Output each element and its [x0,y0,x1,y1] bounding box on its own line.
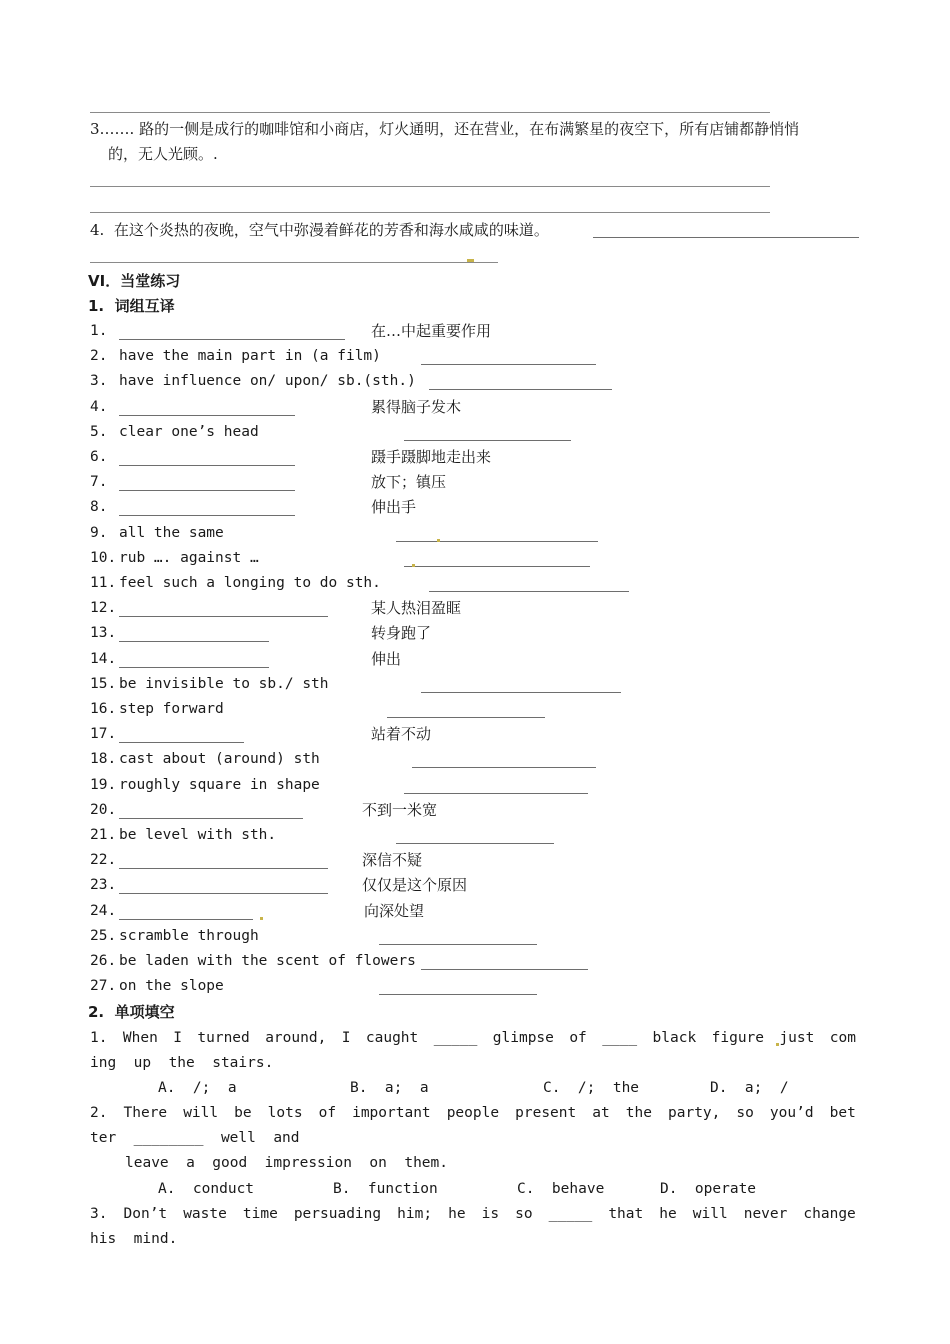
question-word: ____ [602,1030,638,1046]
question-word: bet [829,1105,856,1121]
phrase-english: all the same [119,524,224,541]
phrase-chinese: 放下；镇压 [371,473,447,492]
question-word: so [736,1105,754,1121]
question-word: 2. [90,1105,108,1121]
answer-blank[interactable] [119,667,269,668]
phrase-chinese: 某人热泪盈眶 [371,599,462,618]
phrase-row [90,773,890,798]
phrase-number: 27. [90,978,117,995]
phrase-row [90,873,890,898]
answer-blank[interactable] [429,591,629,592]
phrase-english: clear one’s head [119,423,259,440]
phrase-number: 20. [90,801,117,818]
question-word: persuading [293,1206,382,1222]
question-word: I [341,1030,351,1046]
question-2-line2: ter ________ well and [90,1130,300,1146]
question-3-line2: his mind. [90,1231,178,1247]
question-word: com [829,1030,856,1046]
answer-blank[interactable] [593,237,859,238]
phrase-number: 2. [90,348,108,365]
answer-blank[interactable] [119,465,295,466]
answer-blank[interactable] [421,969,588,970]
answer-blank[interactable] [119,515,295,516]
answer-blank[interactable] [412,767,596,768]
phrase-number: 14. [90,650,117,667]
phrase-row [90,899,890,924]
question-2-line1 [90,1101,856,1126]
phrase-row [90,924,890,949]
option-b[interactable]: B. a; a [350,1080,429,1096]
answer-blank[interactable] [379,944,537,945]
answer-blank[interactable] [119,893,328,894]
phrase-number: 25. [90,927,117,944]
phrase-number: 26. [90,953,117,969]
phrase-row [90,319,890,344]
question-word: figure [711,1030,765,1046]
question-3-line1 [90,1202,856,1227]
phrase-number: 9. [90,524,108,541]
phrase-number: 17. [90,726,117,743]
question-word: turned [197,1030,250,1046]
question-word: 1. [90,1030,108,1046]
option-c[interactable]: C. /; the [543,1080,640,1096]
question-word: _____ [548,1206,593,1222]
phrase-chinese: 伸出 [371,649,402,668]
phrase-row [90,697,890,722]
option-b[interactable]: B. function [333,1181,438,1197]
answer-blank[interactable] [421,364,596,365]
phrase-number: 13. [90,625,117,642]
answer-blank[interactable] [119,818,303,819]
phrase-chinese: 站着不动 [371,725,432,744]
question-word: waste [183,1206,227,1222]
question-word: around, [265,1030,327,1046]
phrase-row [90,974,890,999]
phrase-number: 10. [90,549,117,566]
phrase-number: 8. [90,499,108,516]
question-word: at [592,1105,610,1121]
answer-blank[interactable] [119,339,345,340]
phrase-number: 3. [90,373,108,390]
phrase-chinese: 转身跑了 [371,624,432,643]
answer-blank[interactable] [404,566,590,567]
option-d[interactable]: D. operate [660,1181,757,1197]
question-word: black [652,1030,697,1046]
phrase-number: 1. [90,323,108,339]
answer-blank[interactable] [379,994,537,995]
phrase-row [90,470,890,495]
question-1-line2: ing up the stairs. [90,1055,274,1071]
phrase-chinese: 蹑手蹑脚地走出来 [371,448,492,466]
phrase-row [90,369,890,394]
answer-blank[interactable] [396,843,554,844]
phrase-row [90,647,890,672]
question-word: him; [397,1206,433,1222]
translation-q3-cont: 的，无人光顾。. [108,145,218,163]
phrase-row [90,495,890,520]
stray-mark [412,564,415,567]
phrase-english: have influence on/ upon/ sb.(sth.) [119,373,416,390]
question-word: be [234,1105,252,1121]
question-word: There [123,1105,168,1121]
part1-title: 1. 词组互译 [88,297,175,315]
phrase-english: have the main part in (a film) [119,348,381,365]
question-word: is [481,1206,500,1222]
phrase-number: 12. [90,600,117,617]
phrase-english: be invisible to sb./ sth [119,675,329,692]
question-word: important [352,1105,431,1121]
option-a[interactable]: A. /; a [158,1080,237,1096]
question-word: lots [267,1105,303,1121]
question-word: you’d [769,1105,814,1121]
question-word: party, [668,1105,721,1121]
phrase-chinese: 深信不疑 [362,851,423,870]
phrase-number: 23. [90,877,117,894]
question-word: _____ [433,1030,478,1046]
part2-title: 2. 单项填空 [88,1003,175,1021]
phrase-chinese: 不到一米宽 [362,800,438,819]
phrase-number: 6. [90,449,108,465]
section-title: VI．当堂练习 [88,272,181,290]
answer-line [90,262,498,263]
question-word: never [743,1206,788,1222]
phrase-english: feel such a longing to do sth. [119,575,381,591]
answer-line [90,186,770,187]
phrase-row [90,747,890,772]
phrase-english: on the slope [119,978,224,995]
phrase-row [90,546,890,571]
phrase-chinese: 仅仅是这个原因 [362,876,468,895]
phrase-row [90,672,890,697]
answer-blank[interactable] [119,415,295,416]
phrase-number: 7. [90,474,108,491]
answer-blank[interactable] [429,389,612,390]
phrase-row [90,571,890,596]
phrase-row [90,848,890,873]
phrase-chinese: 在…中起重要作用 [371,322,492,340]
phrase-english: scramble through [119,927,259,944]
translation-q4: 4. 在这个炎热的夜晚，空气中弥漫着鲜花的芳香和海水咸咸的味道。 [90,221,549,239]
question-word: that [608,1206,644,1222]
question-word: When [122,1030,158,1046]
phrase-number: 4. [90,398,108,415]
stray-mark [260,917,263,920]
translation-q3: 3……. 路的一侧是成行的咖啡馆和小商店，灯火通明，还在营业，在布满繁星的夜空下，所有店铺都静悄悄 [90,120,800,138]
answer-blank[interactable] [119,641,269,642]
option-c[interactable]: C. behave [517,1181,605,1197]
phrase-number: 15. [90,675,117,692]
phrase-row [90,521,890,546]
phrase-row [90,420,890,445]
question-1-line1 [90,1026,856,1051]
answer-blank[interactable] [421,692,621,693]
answer-blank[interactable] [119,742,244,743]
phrase-row [90,949,890,974]
stray-mark [467,259,474,262]
answer-line [90,212,770,213]
question-word: caught [365,1030,419,1046]
question-2-line3: leave a good impression on them. [125,1155,449,1171]
answer-blank[interactable] [404,793,588,794]
phrase-number: 19. [90,776,117,793]
question-word: people [446,1105,500,1121]
phrase-english: be laden with the scent of flowers [119,953,416,969]
phrase-row [90,395,890,420]
phrase-chinese: 累得脑子发木 [371,397,462,416]
phrase-number: 5. [90,423,108,440]
phrase-number: 16. [90,701,117,717]
question-word: the [625,1105,652,1121]
phrase-english: be level with sth. [119,827,277,843]
phrase-number: 18. [90,751,117,768]
stray-mark [437,539,440,542]
question-word: 3. [90,1206,108,1222]
phrase-row [90,823,890,848]
phrase-row [90,621,890,646]
phrase-chinese: 伸出手 [371,498,417,517]
answer-blank[interactable] [404,440,571,441]
phrase-row [90,798,890,823]
phrase-row [90,344,890,369]
answer-blank[interactable] [119,490,295,491]
answer-blank[interactable] [119,919,253,920]
stray-mark [776,1043,779,1046]
phrase-number: 24. [90,902,117,919]
answer-blank[interactable] [119,616,328,617]
question-word: just [779,1030,815,1046]
answer-blank[interactable] [387,717,545,718]
question-word: Don’t [123,1206,168,1222]
question-word: I [173,1030,182,1046]
question-word: so [515,1206,533,1222]
phrase-number: 22. [90,852,117,869]
question-word: he [659,1206,677,1222]
phrase-row [90,596,890,621]
phrase-english: step forward [119,701,224,717]
question-word: he [448,1206,466,1222]
answer-blank[interactable] [119,868,328,869]
question-word: will [183,1105,219,1121]
question-word: will [692,1206,728,1222]
phrase-row [90,722,890,747]
answer-line [90,112,770,113]
question-word: time [242,1206,278,1222]
question-word: of [318,1105,337,1121]
phrase-chinese: 向深处望 [364,901,425,920]
phrase-english: roughly square in shape [119,776,320,793]
answer-blank[interactable] [396,541,598,542]
phrase-row [90,445,890,470]
phrase-english: cast about (around) sth [119,751,320,768]
question-word: change [803,1206,856,1222]
question-word: glimpse [492,1030,554,1046]
option-a[interactable]: A. conduct [158,1181,255,1197]
question-word: of [569,1030,587,1046]
phrase-number: 11. [90,575,117,591]
question-word: present [515,1105,577,1121]
option-d[interactable]: D. a; / [710,1080,789,1096]
phrase-number: 21. [90,827,117,843]
phrase-english: rub …. against … [119,549,259,566]
